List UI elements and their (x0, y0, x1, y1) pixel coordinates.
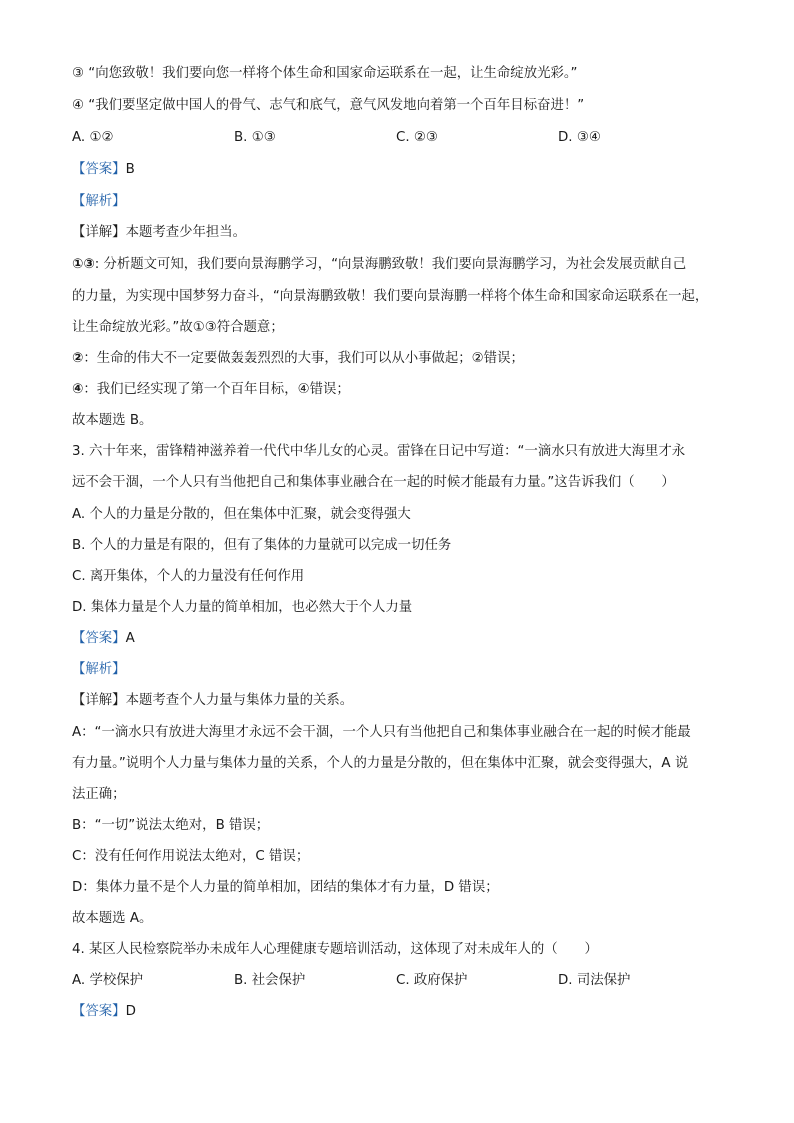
q3-stem-1: 3. 六十年来，雷锋精神滋养着一代代中华儿女的心灵。雷锋在日记中写道：“一滴水只有放进大海里才永 (72, 444, 686, 459)
q3-option-d: D. 集体力量是个人力量的简单相加，也必然大于个人力量 (72, 600, 413, 615)
option-a: A. ①② (72, 130, 114, 145)
q3-detail-line (72, 691, 353, 711)
answer-tag: 【答案】 (72, 631, 126, 646)
q4-option-d: D. 司法保护 (558, 973, 631, 988)
statement-4: ④ “我们要坚定做中国人的骨气、志气和底气，意气风发地向着第一个百年目标奋进！” (72, 98, 585, 113)
answer-tag: 【答案】 (72, 1004, 126, 1019)
detail-text-line (72, 255, 686, 275)
detail-text-line (72, 380, 350, 400)
option-b: B. ①③ (234, 130, 276, 145)
detail-text-line (72, 349, 524, 369)
q3-answer-line (72, 629, 135, 649)
answer-value: B (125, 162, 135, 177)
text: 的力量，为实现中国梦努力奋斗，“向景海鹏致敬！我们要向景海鹏一样将个体生命和国家命运联系在一起， (72, 289, 709, 304)
q3-option-c: C. 离开集体，个人的力量没有任何作用 (72, 569, 305, 584)
q3-analysis-tag: 【解析】 (72, 662, 126, 677)
mark: ④ (72, 382, 84, 397)
q3-stem-2: 远不会干涸，一个人只有当他把自己和集体事业融合在一起的时候才能最有力量。”这告诉我们（ ） (72, 475, 675, 490)
q4-option-a: A. 学校保护 (72, 973, 143, 988)
detail-line (72, 223, 246, 243)
q3-conclusion: 故本题选 A。 (72, 911, 153, 926)
answer-value: D (125, 1004, 136, 1019)
q3-option-a: A. 个人的力量是分散的，但在集体中汇聚，就会变得强大 (72, 507, 411, 522)
text: ：我们已经实现了第一个百年目标，④错误； (83, 382, 350, 397)
q3-detail-text: 法正确； (72, 787, 126, 802)
conclusion: 故本题选 B。 (72, 413, 153, 428)
q4-stem: 4. 某区人民检察院举办未成年人心理健康专题培训活动，这体现了对未成年人的（ ） (72, 942, 598, 957)
q4-options-row (72, 971, 732, 991)
option-c: C. ②③ (396, 130, 438, 145)
q4-option-b: B. 社会保护 (234, 973, 306, 988)
q3-detail-text: 有力量。”说明个人力量与集体力量的关系，个人的力量是分散的，但在集体中汇聚，就会变得强大，A 说 (72, 756, 689, 771)
detail-tag: 【详解】 (72, 225, 126, 240)
text: 让生命绽放光彩。”故①③符合题意； (72, 320, 284, 335)
q3-detail-text: B：“一切”说法太绝对，B 错误； (72, 818, 270, 833)
detail-tag: 【详解】 (72, 693, 126, 708)
text: ：生命的伟大不一定要做轰轰烈烈的大事，我们可以从小事做起；②错误； (83, 351, 524, 366)
detail-intro: 本题考查个人力量与集体力量的关系。 (125, 693, 354, 708)
detail-intro: 本题考查少年担当。 (125, 225, 247, 240)
answer-line (72, 160, 135, 180)
detail-text-line (72, 287, 708, 307)
option-d: D. ③④ (558, 130, 601, 145)
answer-value: A (125, 631, 135, 646)
text: : 分析题文可知，我们要向景海鹏学习，“向景海鹏致敬！我们要向景海鹏学习，为社会发展贡献自己 (94, 257, 687, 272)
mark: ② (72, 351, 84, 366)
mark: ①③ (72, 257, 95, 272)
q4-option-c: C. 政府保护 (396, 973, 468, 988)
analysis-tag: 【解析】 (72, 194, 126, 209)
options-row (72, 128, 732, 148)
answer-tag: 【答案】 (72, 162, 126, 177)
q3-option-b: B. 个人的力量是有限的，但有了集体的力量就可以完成一切任务 (72, 538, 452, 553)
q4-answer-line (72, 1002, 136, 1022)
detail-text-line (72, 318, 284, 338)
q3-detail-text: D：集体力量不是个人力量的简单相加，团结的集体才有力量，D 错误； (72, 880, 499, 895)
q3-detail-text: C：没有任何作用说法太绝对，C 错误； (72, 849, 310, 864)
statement-3: ③ “向您致敬！我们要向您一样将个体生命和国家命运联系在一起，让生命绽放光彩。” (72, 66, 578, 81)
q3-detail-text: A：“一滴水只有放进大海里才永远不会干涸，一个人只有当他把自己和集体事业融合在一起的时候才能最 (72, 725, 691, 740)
